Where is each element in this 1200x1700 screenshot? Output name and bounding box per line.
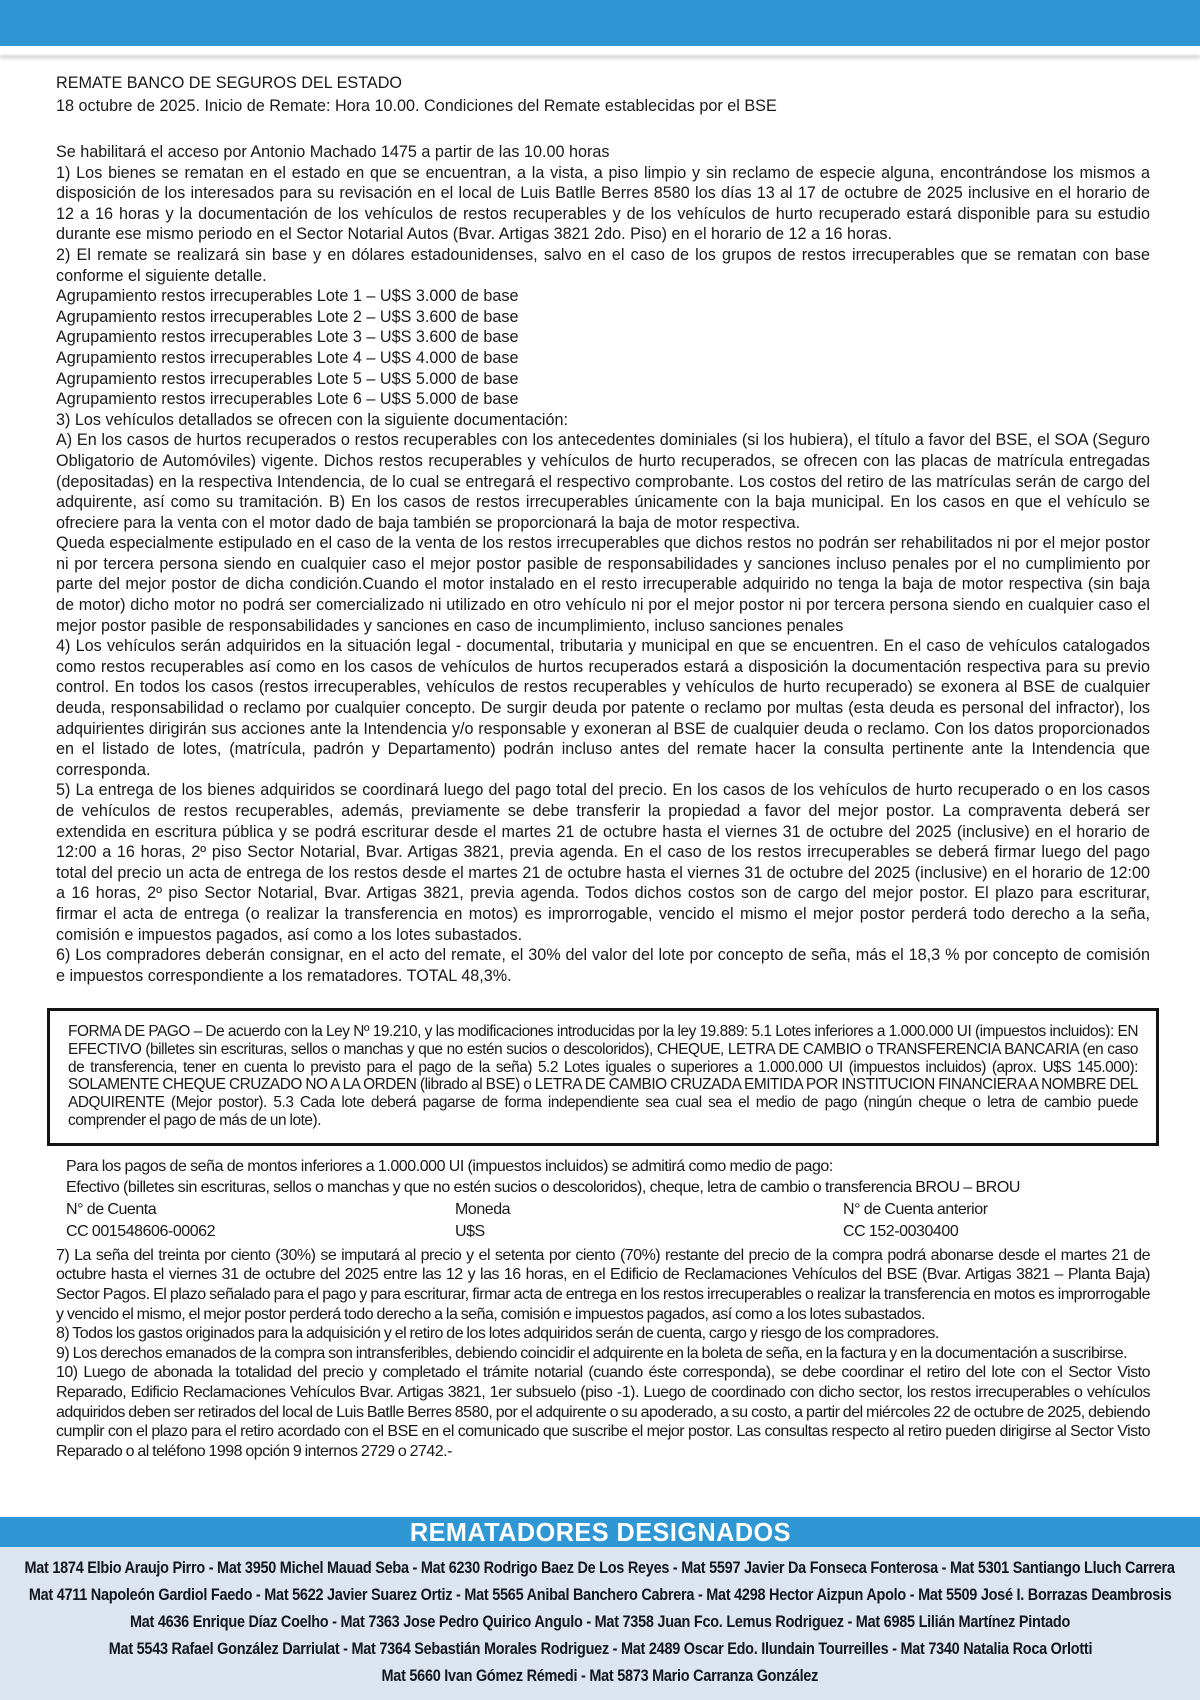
condition-10: 10) Luego de abonada la totalidad del precio y completado el trámite notarial (cuando éste corresponda), se debe coordinar el retiro del lote con el Sector Visto Reparado, Edificio Reclamaciones Vehículos Bvar. Artigas 3821, 1er subsuelo (piso -1). Luego de coordinado con dicho sector, los restos irrecuperables o vehículos adquiridos deben ser retirados del local de Luis Batlle Berres 8580, por el adquirente o su apoderado, a su costo, a partir del miércoles 22 de octubre de 2025, debiendo cumplir con el plazo para el retiro acordado con el BSE en el comunicado que suscribe el mejor postor. Las consultas respecto al retiro pueden dirigirse al Sector Visto Reparado o al teléfono 1998 opción 9 internos 2729 o 2742.- (56, 1364, 1150, 1460)
lot-base-6: Agrupamiento restos irrecuperables Lote 6 – U$S 5.000 de base (56, 390, 519, 409)
previous-account-value: CC 152-0030400 (843, 1222, 959, 1240)
payment-method-section (66, 1156, 1150, 1243)
condition-2: 2) El remate se realizará sin base y en dólares estadounidenses, salvo en el caso de los grupos de restos irrecuperables que se rematan con base conforme el siguiente detalle. (56, 245, 1150, 285)
condition-9: 9) Los derechos emanados de la compra son intransferibles, debiendo coincidir el adquirente en la boleta de seña, en la factura y en la documentación a suscribirse. (56, 1344, 1128, 1362)
lot-base-5: Agrupamiento restos irrecuperables Lote 5 – U$S 5.000 de base (56, 369, 519, 388)
condition-3-intro: 3) Los vehículos detallados se ofrecen con la siguiente documentación: (56, 410, 569, 429)
payment-note-1: Para los pagos de seña de montos inferiores a 1.000.000 UI (impuestos incluidos) se admitirá como medio de pago: (66, 1157, 833, 1175)
previous-account-header: N° de Cuenta anterior (843, 1201, 988, 1219)
condition-3a: A) En los casos de hurtos recuperados o restos recuperables con los antecedentes dominiales (si los hubiera), el título a favor del BSE, el SOA (Seguro Obligatorio de Automóviles) vigente. Dichos restos recuperables y vehículos de hurto recuperados, se ofrecen con las placas de matrícula entregadas (depositadas) en la respectiva Intendencia, de lo cual se entregará el respectivo comprobante. Los costos del retiro de las matrículas serán de cargo del adquirente, así como su tramitación. B) En los casos de restos irrecuperables únicamente con la baja municipal. En los casos en que el vehículo se ofreciere para la venta con el motor dado de baja también se proporcionará la baja de motor respectiva. (56, 431, 1150, 532)
auctioneer-line-1: Mat 1874 Elbio Araujo Pirro - Mat 3950 Michel Mauad Seba - Mat 6230 Rodrigo Baez De Los Reyes - Mat 5597 Javier Da Fonseca Fonterosa - Mat 5301 Santiango Lluch Carrera (24, 1558, 1176, 1577)
condition-6: 6) Los compradores deberán consignar, en el acto del remate, el 30% del valor del lote por concepto de seña, más el 18,3 % por concepto de comisión e impuestos correspondiente a los rematadores. TOTAL 48,3%. (56, 946, 1150, 985)
payment-terms-box (47, 1008, 1159, 1145)
account-number-header: N° de Cuenta (66, 1201, 157, 1219)
condition-8: 8) Todos los gastos originados para la adquisición y el retiro de los lotes adquiridos serán de cuenta, cargo y riesgo de los compradores. (56, 1325, 939, 1343)
condition-5: 5) La entrega de los bienes adquiridos se coordinará luego del pago total del precio. En los casos de los vehículos de hurto recuperado o en los casos de vehículos de restos recuperables, además, previamente se debe transferir la propiedad a favor del mejor postor. La compraventa deberá ser extendida en escritura pública y se podrá escriturar desde el martes 21 de octubre hasta el viernes 31 de octubre del 2025 (inclusive) en el horario de 12:00 a 16 horas, 2º piso Sector Notarial, Bvar. Artigas 3821, previa agenda. En el caso de los restos irrecuperables se deberá firmar luego del pago total del precio un acta de entrega de los restos desde el martes 21 de octubre hasta el viernes 31 de octubre del 2025 (inclusive) en el horario de 12:00 a 16 horas, 2º piso Sector Notarial, Bvar. Artigas 3821, previa agenda. Todos dichos costos son de cargo del mejor postor. El plazo para escriturar, firmar el acta de entrega (o realizar la transferencia en motos) es improrrogable, vencido el mismo el mejor postor perderá todo derecho a la seña, comisión e impuestos pagados, así como a los lotes subastados. (56, 781, 1150, 944)
lot-base-1: Agrupamiento restos irrecuperables Lote 1 – U$S 3.000 de base (56, 287, 519, 306)
accounts-table (66, 1199, 1150, 1243)
access-note: Se habilitará el acceso por Antonio Machado 1475 a partir de las 10.00 horas (56, 143, 610, 161)
footer (0, 1517, 1200, 1700)
condition-4: 4) Los vehículos serán adquiridos en la situación legal - documental, tributaria y municipal en que se encuentren. En el caso de vehículos catalogados como restos recuperables así como en los casos de vehículos de hurtos recuperados estará a disposición la documentación respectiva para su previo control. En todos los casos (restos irrecuperables, vehículos de restos recuperables y vehículos de hurto recuperado) se exonera al BSE de cualquier deuda, responsabilidad o reclamo por cualquier concepto. De surgir deuda por patente o reclamo por multas (esta deuda es personal del infractor), los adquirientes dirigirán sus acciones ante la Intendencia y/o responsable y exoneran al BSE de cualquier deuda o reclamo. Con los datos proporcionados en el listado de lotes, (matrícula, padrón y Departamento) podrán incluso antes del remate hacer la consulta pertinente ante la Intendencia que corresponda. (56, 637, 1150, 779)
designated-auctioneers-banner (0, 1517, 1200, 1547)
document-body (0, 46, 1200, 1461)
lot-base-2: Agrupamiento restos irrecuperables Lote 2 – U$S 3.600 de base (56, 307, 519, 326)
auctioneer-line-3: Mat 4636 Enrique Díaz Coelho - Mat 7363 Jose Pedro Quirico Angulo - Mat 7358 Juan Fco. Lemus Rodriguez - Mat 6985 Lilián Martínez Pintado (129, 1612, 1071, 1631)
blank-line (56, 117, 1150, 142)
currency-header: Moneda (455, 1201, 511, 1219)
payment-terms-text: FORMA DE PAGO – De acuerdo con la Ley Nº 19.210, y las modificaciones introducidas por la ley 19.889: 5.1 Lotes inferiores a 1.000.000 UI (impuestos incluidos): EN EFECTIVO (billetes sin escrituras, sellos o manchas y que no estén sucios o descoloridos), CHEQUE, LETRA DE CAMBIO o TRANSFERENCIA BANCARIA (en caso de transferencia, tener en cuenta lo previsto para el pago de la seña) 5.2 Lotes iguales o superiores a 1.000.000 UI (impuestos incluidos) (aprox. U$S 145.000): SOLAMENTE CHEQUE CRUZADO NO A LA ORDEN (librado al BSE) o LETRA DE CAMBIO CRUZADA EMITIDA POR INSTITUCION FINANCIERA A NOMBRE DEL ADQUIRENTE (Mejor postor). 5.3 Cada lote deberá pagarse de forma independiente sea cual sea el medio de pago (ningún cheque o letra de cambio puede comprender el pago de más de un lote). (68, 1023, 1138, 1129)
auctioneer-line-5: Mat 5660 Ivan Gómez Rémedi - Mat 5873 Mario Carranza González (381, 1666, 819, 1685)
lot-base-4: Agrupamiento restos irrecuperables Lote 4 – U$S 4.000 de base (56, 348, 519, 367)
designated-auctioneers-title: REMATADORES DESIGNADOS (409, 1516, 791, 1547)
lot-base-3: Agrupamiento restos irrecuperables Lote 3 – U$S 3.600 de base (56, 328, 519, 347)
top-blue-bar (0, 0, 1200, 46)
page-title: REMATE BANCO DE SEGUROS DEL ESTADO (56, 74, 402, 92)
condition-1: 1) Los bienes se rematan en el estado en que se encuentran, a la vista, a piso limpio y sin reclamo de especie alguna, encontrándose los mismos a disposición de los interesados para su revisación en el local de Luis Batlle Berres 8580 los días 13 al 17 de octubre de 2025 inclusive en el horario de 12 a 16 horas y la documentación de los vehículos de restos recuperables y de los vehículos de hurto recuperado estará disponible para su estudio durante ese mismo periodo en el Sector Notarial Autos (Bvar. Artigas 3821 2do. Piso) en el horario de 12 a 16 horas. (56, 163, 1150, 244)
condition-7: 7) La seña del treinta por ciento (30%) se imputará al precio y el setenta por ciento (70%) restante del precio de la compra podrá abonarse desde el martes 21 de octubre hasta el viernes 31 de octubre del 2025 entre las 12 y las 16 horas, en el Edificio de Reclamaciones Vehículos del BSE (Bvar. Artigas 3821 – Planta Baja) Sector Pagos. El plazo señalado para el pago y para escriturar, firmar acta de entrega en los restos irrecuperables o realizar la transferencia en motos es improrrogable y vencido el mismo, el mejor postor perderá todo derecho a la seña, comisión e impuestos pagados, así como a los lotes subastados. (56, 1246, 1150, 1323)
condition-3b: Queda especialmente estipulado en el caso de la venta de los restos irrecuperables que dichos restos no podrán ser rehabilitados ni por el mejor postor ni por tercera persona siendo en cualquier caso el mejor postor pasible de responsabilidades y sanciones incluso penales por el no cumplimiento por parte del mejor postor de dicha condición.Cuando el motor instalado en el resto irrecuperable adquirido no tenga la baja de motor respectiva (sin baja de motor) dicho motor no podrá ser comercializado ni utilizado en otro vehículo ni por el mejor postor ni por tercera persona siendo en cualquier caso el mejor postor pasible de responsabilidades y sanciones en caso de incumplimiento, incluso sanciones penales (56, 534, 1150, 635)
auctioneer-line-4: Mat 5543 Rafael González Darriulat - Mat 7364 Sebastián Morales Rodriguez - Mat 2489 Oscar Edo. Ilundain Tourreilles - Mat 7340 Natalia Roca Orlotti (108, 1639, 1092, 1658)
auctioneer-names-section (0, 1547, 1200, 1700)
account-number-value: CC 001548606-00062 (66, 1222, 216, 1240)
auctioneer-line-2: Mat 4711 Napoleón Gardiol Faedo - Mat 5622 Javier Suarez Ortiz - Mat 5565 Anibal Banchero Cabrera - Mat 4298 Hector Aizpun Apolo - Mat 5509 José I. Borrazas Deambrosis (28, 1585, 1172, 1604)
currency-value: U$S (455, 1222, 485, 1240)
page-subtitle: 18 octubre de 2025. Inicio de Remate: Hora 10.00. Condiciones del Remate establecidas por el BSE (56, 96, 777, 115)
payment-note-2: Efectivo (billetes sin escrituras, sellos o manchas y que no estén sucios o descoloridos), cheque, letra de cambio o transferencia BROU – BROU (66, 1179, 1020, 1197)
